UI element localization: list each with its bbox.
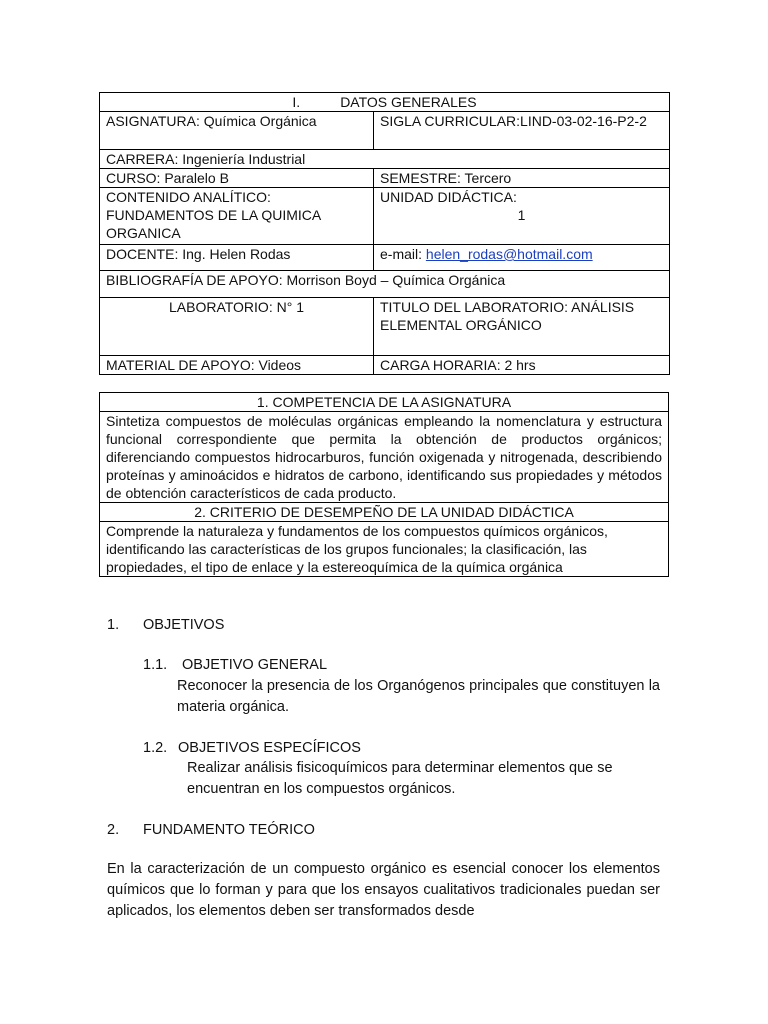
datos-header-row [100, 93, 670, 112]
objetivos-especificos-num: 1.2. [143, 740, 168, 756]
criterio-text-row [100, 522, 669, 577]
fundamento-num: 2. [107, 822, 120, 838]
objetivos-especificos-title: OBJETIVOS ESPECÍFICOS [178, 740, 361, 756]
objetivos-especificos-text: Realizar análisis fisicoquímicos para determinar elementos que se encuentran en los compuestos orgánicos. [187, 760, 613, 797]
material-row [100, 356, 670, 375]
contenido-row [100, 188, 670, 245]
material-cell: MATERIAL DE APOYO: Videos [100, 356, 374, 375]
datos-header-cell [100, 93, 670, 112]
competencia-text-row [100, 412, 669, 503]
competencia-title-row [100, 393, 669, 412]
semestre-cell: SEMESTRE: Tercero [374, 169, 670, 188]
objetivo-general-heading [143, 655, 327, 675]
titulo-lab-cell: TITULO DEL LABORATORIO: ANÁLISIS ELEMENTAL ORGÁNICO [374, 298, 670, 356]
unidad-value: 1 [517, 207, 526, 223]
carrera-row [100, 150, 670, 169]
objetivos-heading [107, 615, 224, 635]
curso-row [100, 169, 670, 188]
criterio-text: Comprende la naturaleza y fundamentos de los compuestos químicos orgánicos, identificando las características de los grupos funcionales; la clasificación, las propiedades, el tipo de enlace y la estereoquímica de la química orgánica [100, 522, 669, 577]
docente-cell: DOCENTE: Ing. Helen Rodas [100, 245, 374, 271]
datos-generales-table [99, 92, 670, 375]
objetivo-general-text: Reconocer la presencia de los Organógenos principales que constituyen la materia orgánica. [177, 678, 660, 715]
objetivos-title: OBJETIVOS [143, 617, 225, 633]
criterio-title-row [100, 503, 669, 522]
contenido-cell: CONTENIDO ANALÍTICO: FUNDAMENTOS DE LA QUIMICA ORGANICA [100, 188, 374, 245]
objetivos-especificos-heading [143, 738, 361, 758]
bibliografia-row [100, 271, 670, 298]
email-link[interactable]: helen_rodas@hotmail.com [425, 246, 593, 262]
email-cell [374, 245, 670, 271]
objetivo-general-num: 1.1. [143, 657, 168, 673]
laboratorio-row [100, 298, 670, 356]
email-label: e-mail: [380, 246, 426, 262]
datos-header-num: I. [292, 94, 301, 110]
datos-header-title: DATOS GENERALES [340, 94, 477, 110]
carrera-cell: CARRERA: Ingeniería Industrial [100, 150, 670, 169]
competencia-text: Sintetiza compuestos de moléculas orgánicas empleando la nomenclatura y estructura funcional correspondiente que permita la obtención de productos orgánicos; diferenciando compuestos hidrocarburos, función oxigenada y nitrogenada, describiendo proteínas y aminoácidos e hidratos de carbono, identificando sus propiedades y métodos de obtención característicos de cada producto. [100, 412, 669, 503]
asignatura-cell: ASIGNATURA: Química Orgánica [100, 112, 374, 150]
competencia-title: 1. COMPETENCIA DE LA ASIGNATURA [100, 393, 669, 412]
laboratorio-cell: LABORATORIO: N° 1 [100, 298, 374, 356]
docente-row [100, 245, 670, 271]
objetivos-num: 1. [107, 617, 120, 633]
fundamento-title: FUNDAMENTO TEÓRICO [143, 822, 315, 838]
carga-cell: CARGA HORARIA: 2 hrs [374, 356, 670, 375]
fundamento-text: En la caracterización de un compuesto orgánico es esencial conocer los elementos químicos que lo forman y para que los ensayos cualitativos tradicionales puedan ser aplicados, los elementos deben ser transformados desde [107, 861, 660, 919]
criterio-title: 2. CRITERIO DE DESEMPEÑO DE LA UNIDAD DIDÁCTICA [100, 503, 669, 522]
curso-cell: CURSO: Paralelo B [100, 169, 374, 188]
competencia-table [99, 392, 669, 577]
objetivo-general-title: OBJETIVO GENERAL [182, 657, 328, 673]
fundamento-heading [107, 820, 315, 840]
unidad-cell [374, 188, 670, 245]
bibliografia-cell: BIBLIOGRAFÍA DE APOYO: Morrison Boyd – Química Orgánica [100, 271, 670, 298]
sigla-cell: SIGLA CURRICULAR:LIND-03-02-16-P2-2 [374, 112, 670, 150]
asignatura-row [100, 112, 670, 150]
unidad-label: UNIDAD DIDÁCTICA: [380, 189, 517, 205]
